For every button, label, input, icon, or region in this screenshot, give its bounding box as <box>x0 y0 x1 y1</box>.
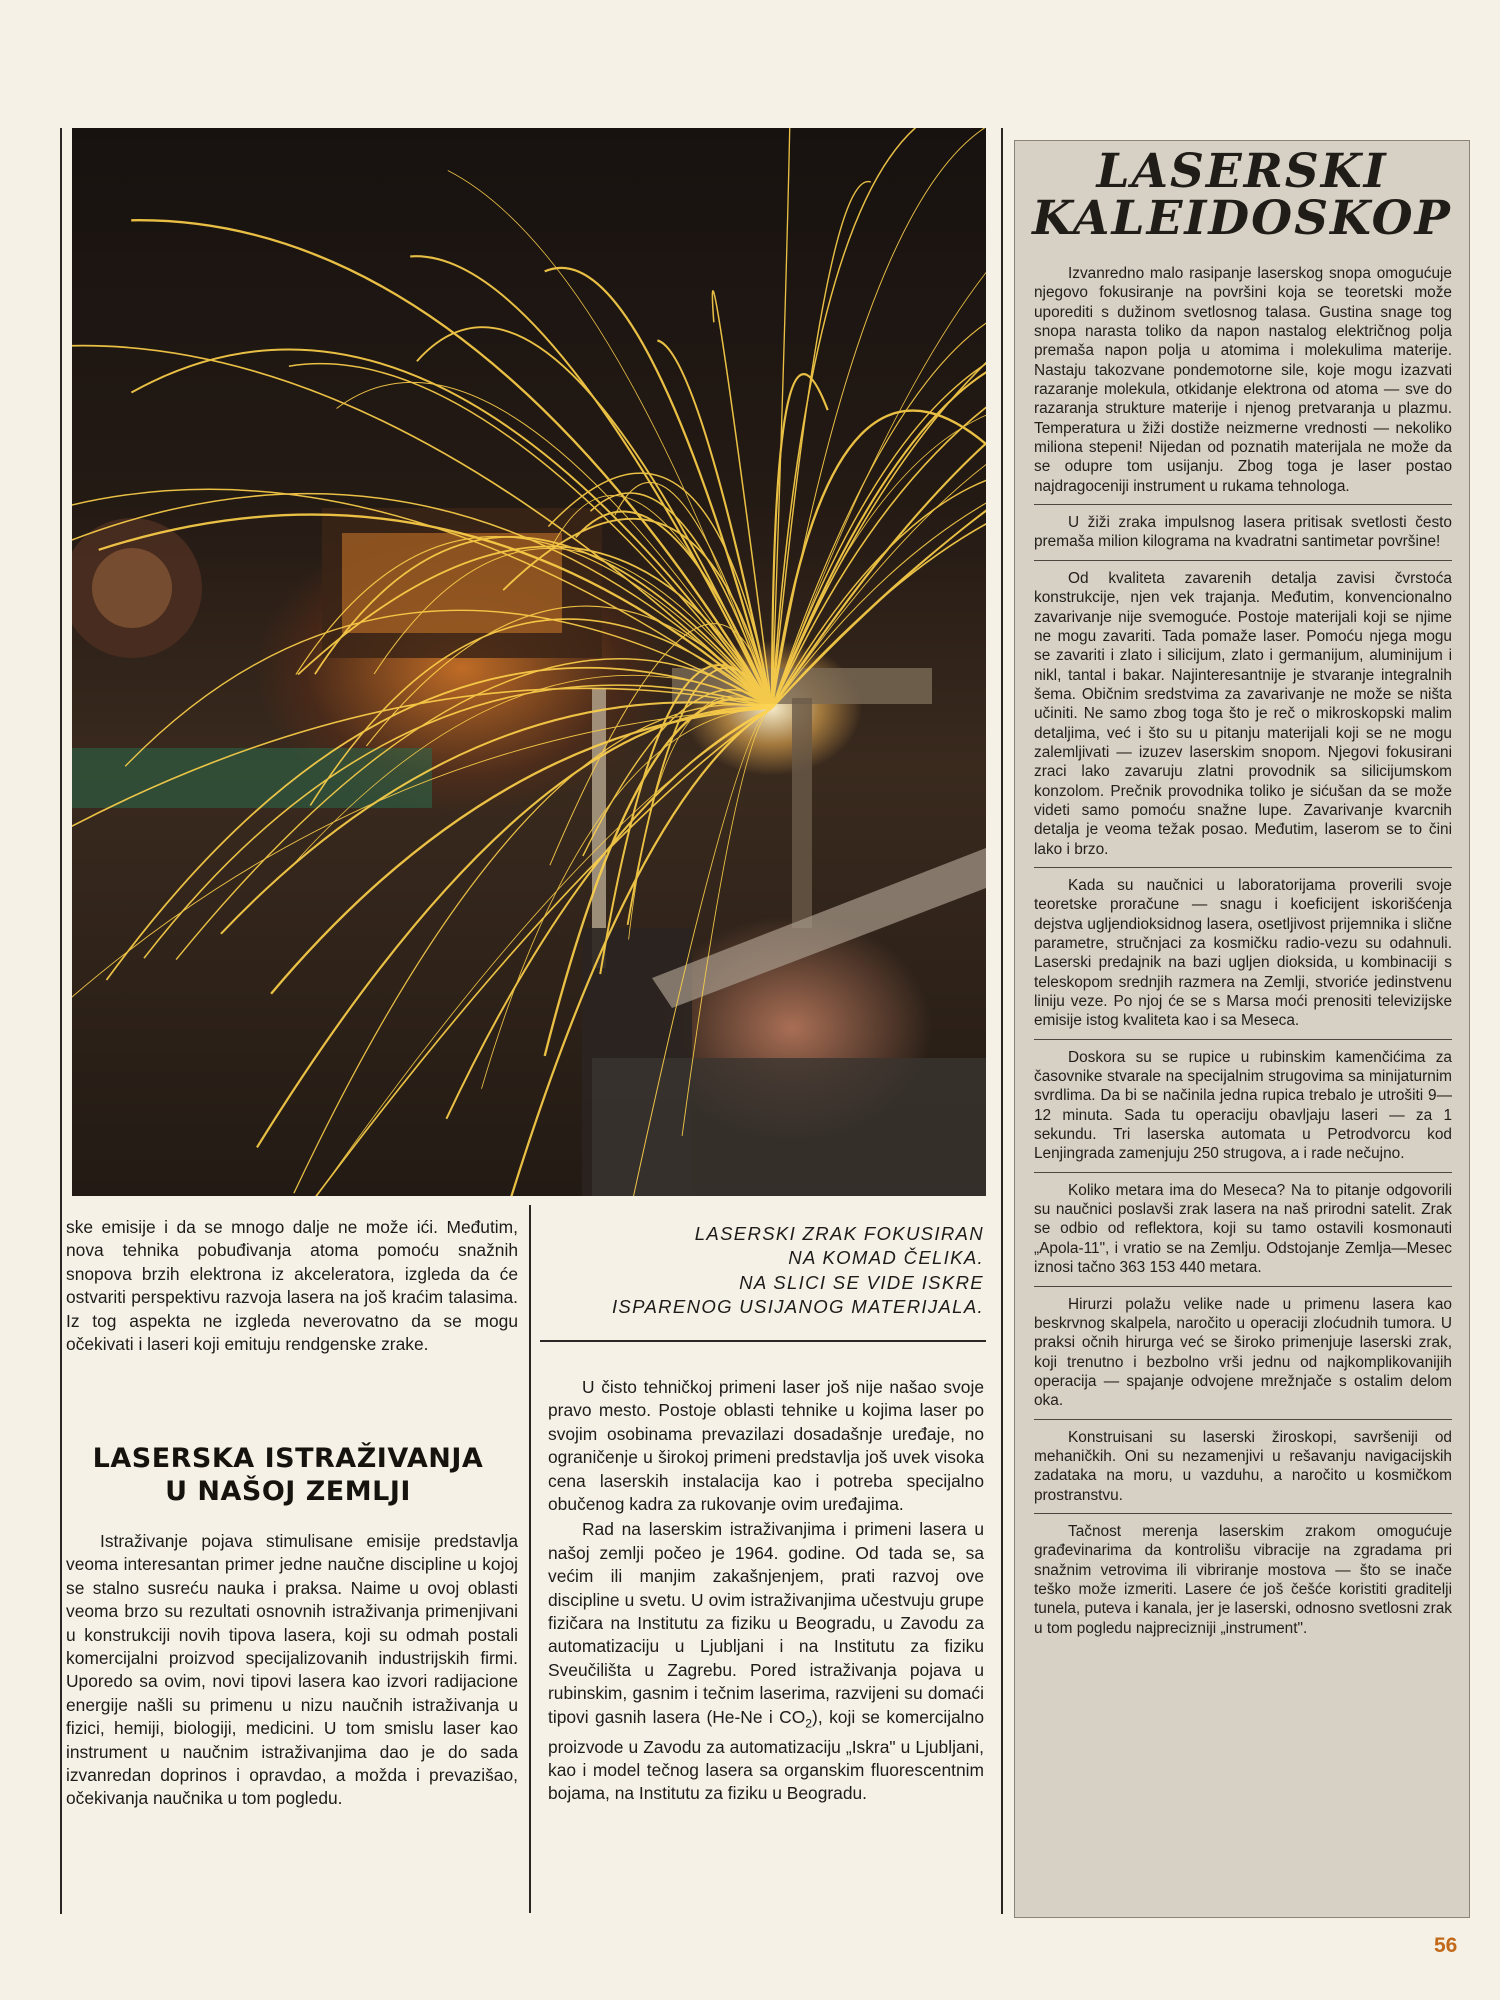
vise-base <box>592 1058 986 1196</box>
steel-piece <box>652 848 986 1008</box>
sidebar-paragraph: Izvanredno malo rasipanje laserskog snopa omogućuje njegovo fokusiranje na površini koja se teoretski može uporediti s dužinom svetlosnog talasa. Gustina snage tog snopa narasta toliko da napon nastalog električnog polja premaša napon polja u atomima i molekulima materije. Nastaju takozvane pondemotorne sile, koje mogu izazvati razaranje molekula, otkidanje elektrona od atoma — sve do razaranja strukture materije i njenog pretvaranja u plazmu. Temperatura u žiži dostiže neizmerne vrednosti — nekoliko miliona stepeni! Nijedan od poznatih materijala ne može da se odupre tom usijanju. Zbog toga je laser postao najdragoceniji instrument u rukama tehnologa. <box>1034 265 1452 495</box>
sidebar-paragraph: U žiži zraka impulsnog lasera pritisak svetlosti često premaša milion kilograma na kvadratni santimetar površine! <box>1034 514 1452 551</box>
left-column-body <box>66 1530 518 1813</box>
sidebar-divider <box>1034 560 1452 561</box>
caption-line: LASERSKI ZRAK FOKUSIRAN <box>694 1223 984 1244</box>
table-post <box>792 698 812 928</box>
section-heading <box>58 1442 518 1508</box>
left-column-intro <box>66 1216 518 1358</box>
section-heading-line1: LASERSKA ISTRAŽIVANJA <box>92 1443 484 1474</box>
co2-subscript: 2 <box>805 1716 813 1731</box>
caption-divider <box>540 1340 986 1342</box>
middle-paragraph-2-part2: ), koji se komercijalno proizvode u Zavodu za automatizaciju „Iskra" u Ljubljani, kao i model tečnog lasera sa organskim fluorescentnim bojama, na Institutu za fiziku u Beogradu. <box>548 1706 984 1804</box>
caption-line: NA KOMAD ČELIKA. <box>788 1247 984 1269</box>
sidebar-divider <box>1034 1419 1452 1420</box>
sidebar-paragraph: Konstruisani su laserski žiroskopi, savršeniji od mehaničkih. Oni su nezamenjivi u rešavanju navigacijskih zadataka na moru, u vazduhu, a naročito u kosmičkom prostranstvu. <box>1034 1428 1452 1504</box>
sidebar-title-line1: LASERSKI <box>1096 144 1388 199</box>
sidebar-divider <box>1034 1286 1452 1287</box>
spark-trail <box>221 702 772 934</box>
page-number: 56 <box>1434 1934 1458 1957</box>
spark-trail <box>772 128 792 708</box>
intro-paragraph: ske emisije i da se mnogo dalje ne može ići. Međutim, nova tehnika pobuđivanja atoma pomoću snažnih snopova brzih elektrona iz akceleratora, izgleda da će ostvariti perspektivu razvoja lasera na još kraćim talasima. Iz tog aspekta ne izgleda neverovatno da se mogu očekivati i laseri koji emituju rendgenske zrake. <box>66 1217 518 1355</box>
sidebar-paragraph: Tačnost merenja laserskim zrakom omogućuje građevinarima da kontrolišu vibracije na zgradama pri snažnim vetrovima ili vibriranje mostova — što se inače teško može izmeriti. Lasere će još češće koristiti graditelji tunela, puteva i kanala, jer je laserski, odnosno svetlosni zrak u tom pogledu najprecizniji „instrument". <box>1034 1522 1452 1637</box>
sidebar-paragraph: Od kvaliteta zavarenih detalja zavisi čvrstoća konstrukcije, njen vek trajanja. Međutim, konvencionalno zavarivanje nije svemoguće. Postoje materijali koji se njime ne mogu zavariti. Tada pomaže laser. Pomoću njega mogu se zavariti i zlato i silicijum, zlato i germanijum, aluminijum i nikl, tantal i bakar. Najinteresantnije je stvaranje integralnih šema. Običnim sredstvima za zavarivanje ne može se ništa učiniti. Ne samo zbog toga što je reč o mikroskopski malim detaljima, već i što su u pitanju materijali koji se ne mogu zalemljivati — izuzev laserskim snopom. Njegovi fokusirani zraci lako zavaruju zlatni provodnik sa silicijumskom konzolom. Prečnik provodnika toliko je sićušan da se može videti samo pomoću snažne lupe. Zavarivanje kvarcnih detalja je veoma težak posao. Međutim, laserom se to čini lako i brzo. <box>1034 569 1452 858</box>
middle-paragraph-2-part1: Rad na laserskim istraživanjima i primeni lasera u našoj zemlji počeo je 1964. godine. Od tada se, sa većim ili manjim zakašnjenjem, prati razvoj ove discipline u svetu. U ovim istraživanjima učestvuju grupe fizičara na Institutu za fiziku u Beogradu, u Zavodu za automatizaciju u Ljubljani i na Institutu za fiziku Sveučilišta u Zagrebu. Pored istraživanja pojava u rubinskim, gasnim i tečnim laserima, razvijeni su domaći tipovi gasnih lasera (He-Ne i CO <box>548 1519 984 1727</box>
sidebar-divider <box>1034 504 1452 505</box>
spark-trail <box>772 323 986 708</box>
spark-trail <box>772 297 986 708</box>
laser-sparks-photo <box>72 128 986 1196</box>
section-heading-line2: U NAŠOJ ZEMLJI <box>165 1476 411 1507</box>
spark-trail <box>772 238 986 708</box>
left-margin-rule <box>60 128 62 1914</box>
sidebar-paragraph: Doskora su se rupice u rubinskim kamenčićima za časovnike stvarale na specijalnim strugovima sa minijaturnim svrdlima. Da bi se načinila jedna rupica trebalo je utrošiti 9—12 minuta. Sada tu operaciju obavljaju laseri — za 1 sekundu. Tri laserska automata u Petrodvorcu kod Lenjingrada zamenjuju 250 strugova, a i rade nečujno. <box>1034 1048 1452 1163</box>
sidebar-title <box>1018 144 1466 246</box>
photo-caption <box>548 1222 984 1320</box>
sidebar-paragraph: Kada su naučnici u laboratorijama proverili svoje teoretske proračune — snagu i koeficijent iskorišćenja dejstva ugljendioksidnog lasera, osetljivost prijemnika i slične parametre, stručnjaci za kosmičku radio-vezu su odahnuli. Laserski predajnik na bazi ugljen dioksida, u kombinaciji s teleskopom srednjih razmera na Zemlji, stvoriće jedinstvenu liniju veze. Po njoj će se s Marsa moći prenositi televizijske emisije istog kvaliteta kao i sa Meseca. <box>1034 876 1452 1030</box>
sidebar-title-line2: KALEIDOSKOP <box>1032 191 1452 246</box>
caption-line: ISPARENOG USIJANOG MATERIJALA. <box>611 1296 984 1318</box>
laser-head-ring <box>92 548 172 628</box>
column-rule-middle <box>529 1205 531 1913</box>
middle-column-body <box>548 1376 984 1808</box>
spark-trail <box>629 696 772 940</box>
laser-sparks-illustration <box>72 128 986 1196</box>
body-paragraph: Istraživanje pojava stimulisane emisije predstavlja veoma interesantan primer jedne naučne discipline u kojoj se stalno susreću nauka i praksa. Naime u ovoj oblasti veoma brzo su rezultati osnovnih istraživanja primenjivani u konstrukciji novih tipova lasera, koji su odmah postali komercijalni proizvod specijalizovanih industrijskih firmi. Uporedo sa ovim, novi tipovi lasera kao izvori radijacione energije našli su primenu u nizu naučnih istraživanja u fizici, hemiji, biologiji, medicini. U tom smislu laser kao instrument u naučnim istraživanjima dao je do sada izvanredan doprinos i opravdao, a možda i prevazišao, očekivanja naučnika u tom pogledu. <box>66 1531 518 1809</box>
sidebar-divider <box>1034 1039 1452 1040</box>
sidebar-divider <box>1034 1172 1452 1173</box>
spark-trails <box>72 128 986 1196</box>
caption-line: NA SLICI SE VIDE ISKRE <box>739 1271 984 1293</box>
sidebar-divider <box>1034 1513 1452 1514</box>
sidebar-paragraph: Koliko metara ima do Meseca? Na to pitanje odgovorili su naučnici poslavši zrak lasera na naš prirodni satelit. Zrak se odbio od reflektora, koji su tamo ostavili kosmonauti „Apola-11", i vratio se na Zemlju. Odstojanje Zemlja—Mesec iznosi tačno 363 153 440 metara. <box>1034 1181 1452 1277</box>
middle-paragraph-2 <box>548 1518 984 1805</box>
sidebar-text <box>1034 264 1452 1638</box>
middle-paragraph-1: U čisto tehničkoj primeni laser još nije našao svoje pravo mesto. Postoje oblasti tehnike u kojima laser po svojim osobinama prevazilazi dosadašnje uređaje, no ograničenje u širokoj primeni predstavlja još uvek visoka cena laserskih instalacija kao i potreba specijalno obučenog kadra za rukovanje ovim uređajima. <box>548 1377 984 1515</box>
column-rule-sidebar <box>1001 128 1003 1914</box>
spark-trail <box>583 690 772 856</box>
sidebar-divider <box>1034 867 1452 868</box>
spark-trail <box>772 128 928 708</box>
sidebar-paragraph: Hirurzi polažu velike nade u primenu lasera kao beskrvnog skalpela, naročito u operaciji zloćudnih tumora. U praksi očnih hirurga već se široko primenjuje laserski zrak, koji trenutno i bezbolno vrši jednu od najkomplikovanijih operacija — spajanje odvojene mrežnjače s ostalim delom oka. <box>1034 1295 1452 1410</box>
